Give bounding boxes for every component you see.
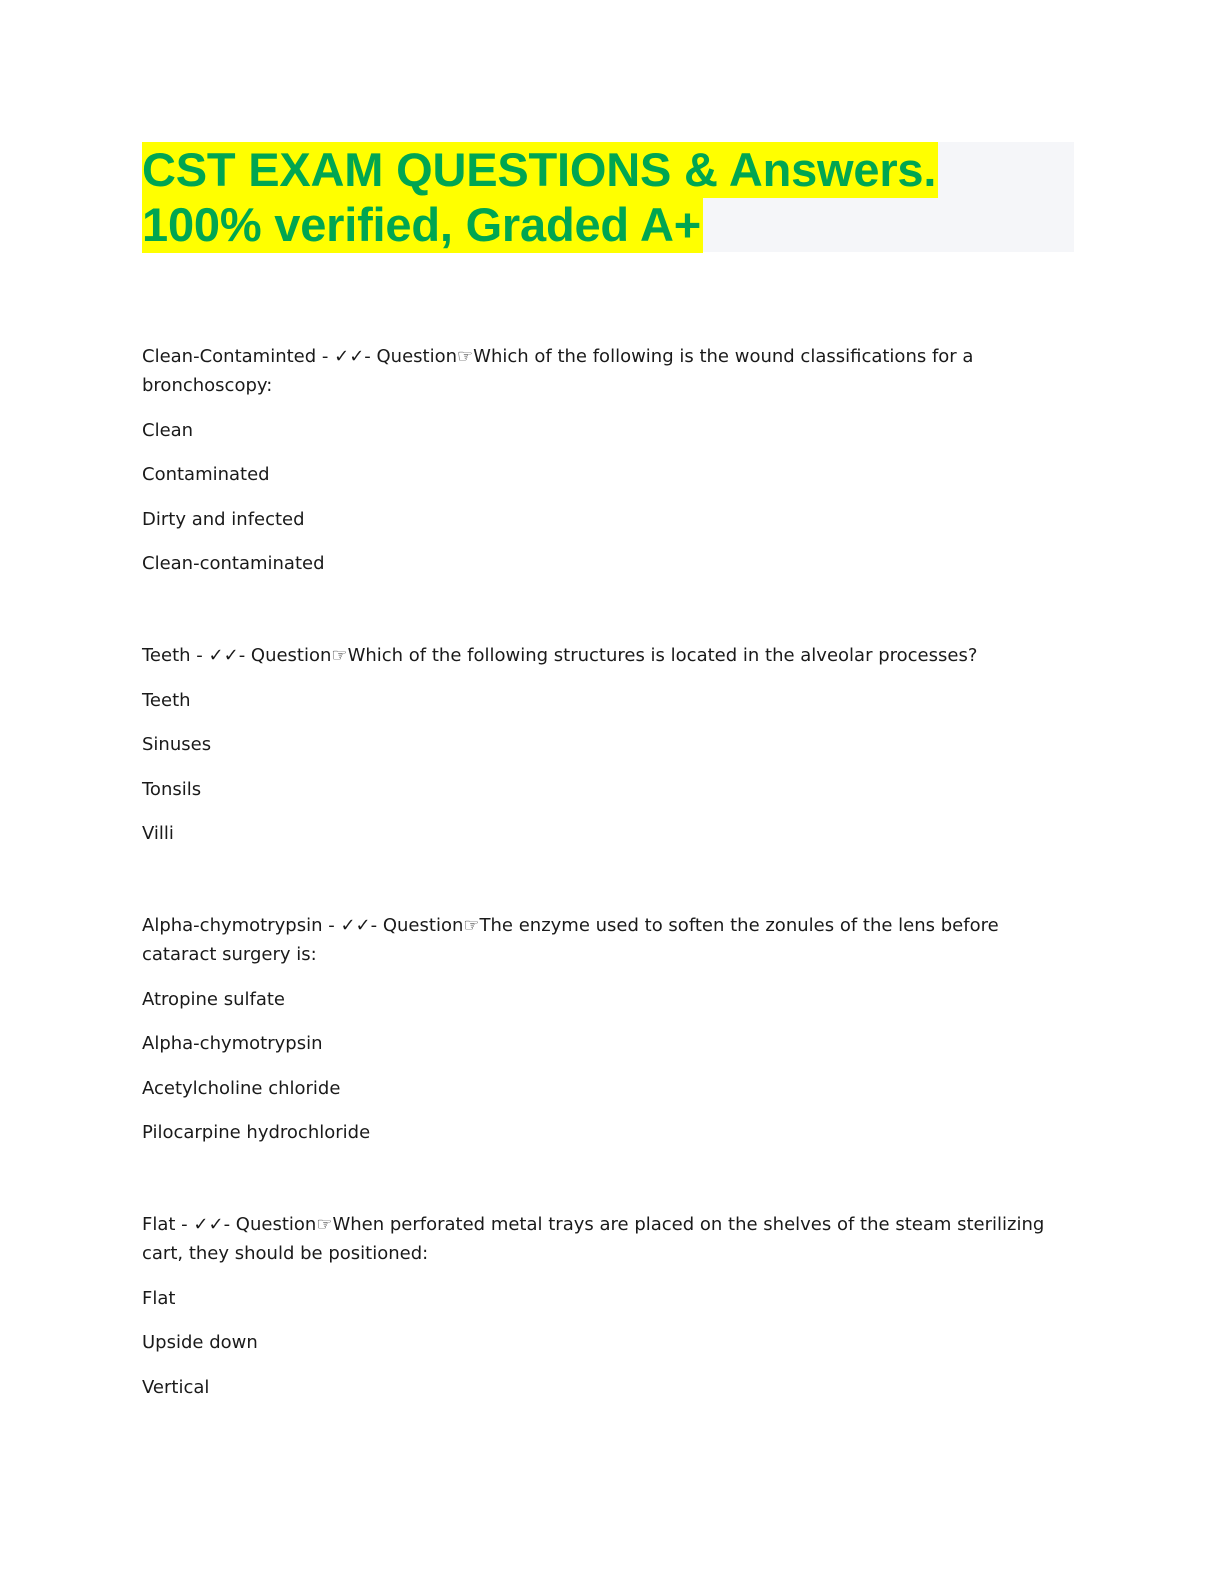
question-prefix: Question <box>235 1214 317 1235</box>
check-icon: ✓✓ <box>208 645 239 666</box>
answer-option: Acetylcholine chloride <box>142 1077 341 1099</box>
question-body: Which of the following structures is located in the alveolar processes? <box>347 645 978 666</box>
answer-option: Clean <box>142 419 194 441</box>
question-prefix: Question <box>250 645 332 666</box>
question-prefix: Question <box>376 346 458 367</box>
document-title <box>142 142 1074 252</box>
answer-option: Flat <box>142 1287 176 1309</box>
title-line-2: 100% verified, Graded A+ <box>142 198 702 251</box>
answer-option: Upside down <box>142 1332 258 1353</box>
question-body: The enzyme used to soften the zonules of the lens before cataract surgery is: <box>142 915 999 965</box>
question-block <box>142 342 1072 578</box>
question-text: Clean-Contaminted - ✓✓- Question☞Which of the following is the wound classifications for a bronchoscopy: <box>142 346 974 396</box>
check-icon: ✓✓ <box>193 1214 224 1235</box>
question-text: Teeth - ✓✓- Question☞Which of the following structures is located in the alveolar processes? <box>142 645 978 666</box>
answer-option: Dirty and infected <box>142 508 305 530</box>
pointing-hand-icon: ☞ <box>331 645 348 666</box>
question-block <box>142 911 1072 1147</box>
answer-option: Clean-contaminated <box>142 553 325 574</box>
title-line-1: CST EXAM QUESTIONS & Answers. <box>142 143 937 196</box>
answer-option: Vertical <box>142 1376 210 1398</box>
question-block <box>142 641 1072 848</box>
answer-option: Pilocarpine hydrochloride <box>142 1122 371 1143</box>
question-text: Flat - ✓✓- Question☞When perforated metal trays are placed on the shelves of the steam sterilizing cart, they should be positioned: <box>142 1214 1045 1264</box>
answer-option: Villi <box>142 823 174 844</box>
pointing-hand-icon: ☞ <box>457 346 474 367</box>
pointing-hand-icon: ☞ <box>316 1214 333 1235</box>
check-icon: ✓✓ <box>334 346 365 367</box>
pointing-hand-icon: ☞ <box>463 915 480 936</box>
answer-label: Flat <box>142 1214 176 1235</box>
answer-option: Alpha-chymotrypsin <box>142 1033 323 1054</box>
answer-option: Sinuses <box>142 734 212 755</box>
answer-label: Teeth <box>142 645 191 666</box>
answer-option: Teeth <box>142 689 191 711</box>
check-icon: ✓✓ <box>340 915 371 936</box>
answer-label: Alpha-chymotrypsin <box>142 915 323 936</box>
question-text: Alpha-chymotrypsin - ✓✓- Question☞The enzyme used to soften the zonules of the lens before cataract surgery is: <box>142 915 999 965</box>
answer-option: Atropine sulfate <box>142 988 285 1010</box>
answer-option: Contaminated <box>142 464 270 485</box>
question-body: Which of the following is the wound classifications for a bronchoscopy: <box>142 346 974 396</box>
answer-label: Clean-Contaminted <box>142 346 317 367</box>
question-body: When perforated metal trays are placed on the shelves of the steam sterilizing cart, they should be positioned: <box>142 1214 1045 1264</box>
answer-option: Tonsils <box>142 778 202 800</box>
question-prefix: Question <box>382 915 464 936</box>
question-block <box>142 1210 1072 1402</box>
